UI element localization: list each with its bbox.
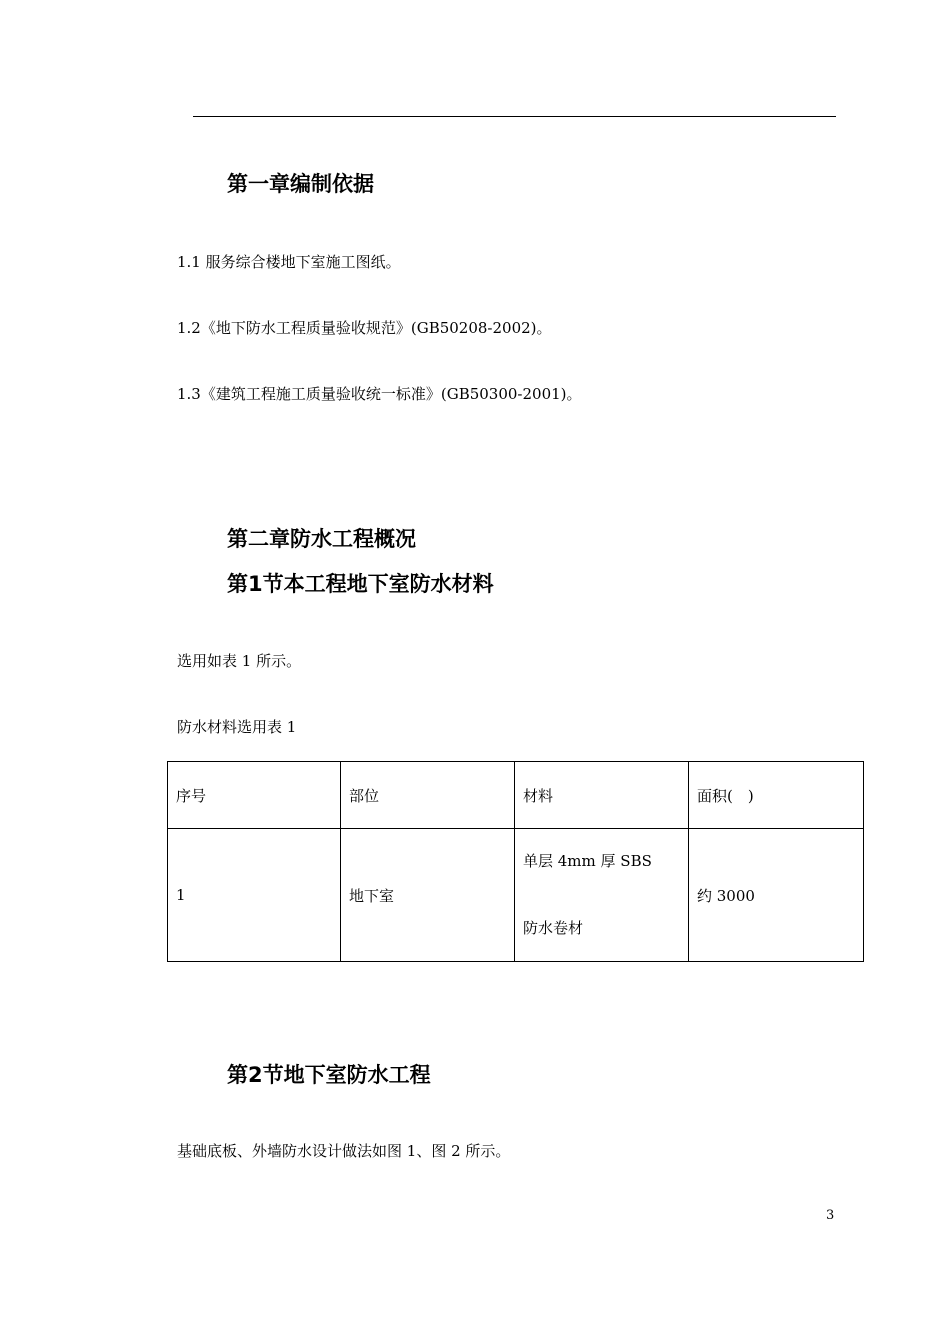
chapter-2-title: 第二章防水工程概况 (227, 527, 416, 551)
header-cell-material: 材料 (515, 762, 689, 829)
material-line-2: 防水卷材 (523, 919, 584, 937)
basis-item-3: 1.3《建筑工程施工质量验收统一标准》(GB50300-2001)。 (177, 385, 582, 403)
chapter-1-title: 第一章编制依据 (227, 172, 374, 196)
materials-table (167, 761, 864, 962)
basis-item-2: 1.2《地下防水工程质量验收规范》(GB50208-2002)。 (177, 319, 552, 337)
table-header-row (168, 762, 864, 829)
section-1-title: 第1节本工程地下室防水材料 (227, 572, 494, 596)
header-cell-no: 序号 (168, 762, 341, 829)
cell-no: 1 (168, 829, 341, 962)
cell-material (515, 829, 689, 962)
section-2-title: 第2节地下室防水工程 (227, 1063, 431, 1087)
material-line-1: 单层 4mm 厚 SBS (523, 852, 652, 870)
section-2-text: 基础底板、外墙防水设计做法如图 1、图 2 所示。 (177, 1142, 511, 1160)
table-caption: 防水材料选用表 1 (177, 718, 297, 736)
page-number: 3 (826, 1208, 835, 1223)
table-intro: 选用如表 1 所示。 (177, 652, 302, 670)
basis-item-1: 1.1 服务综合楼地下室施工图纸。 (177, 253, 401, 271)
cell-location: 地下室 (341, 829, 515, 962)
header-rule (193, 116, 836, 117)
header-cell-area: 面积( ) (689, 762, 864, 829)
cell-area: 约 3000 (689, 829, 864, 962)
header-cell-location: 部位 (341, 762, 515, 829)
table-row (168, 829, 864, 962)
